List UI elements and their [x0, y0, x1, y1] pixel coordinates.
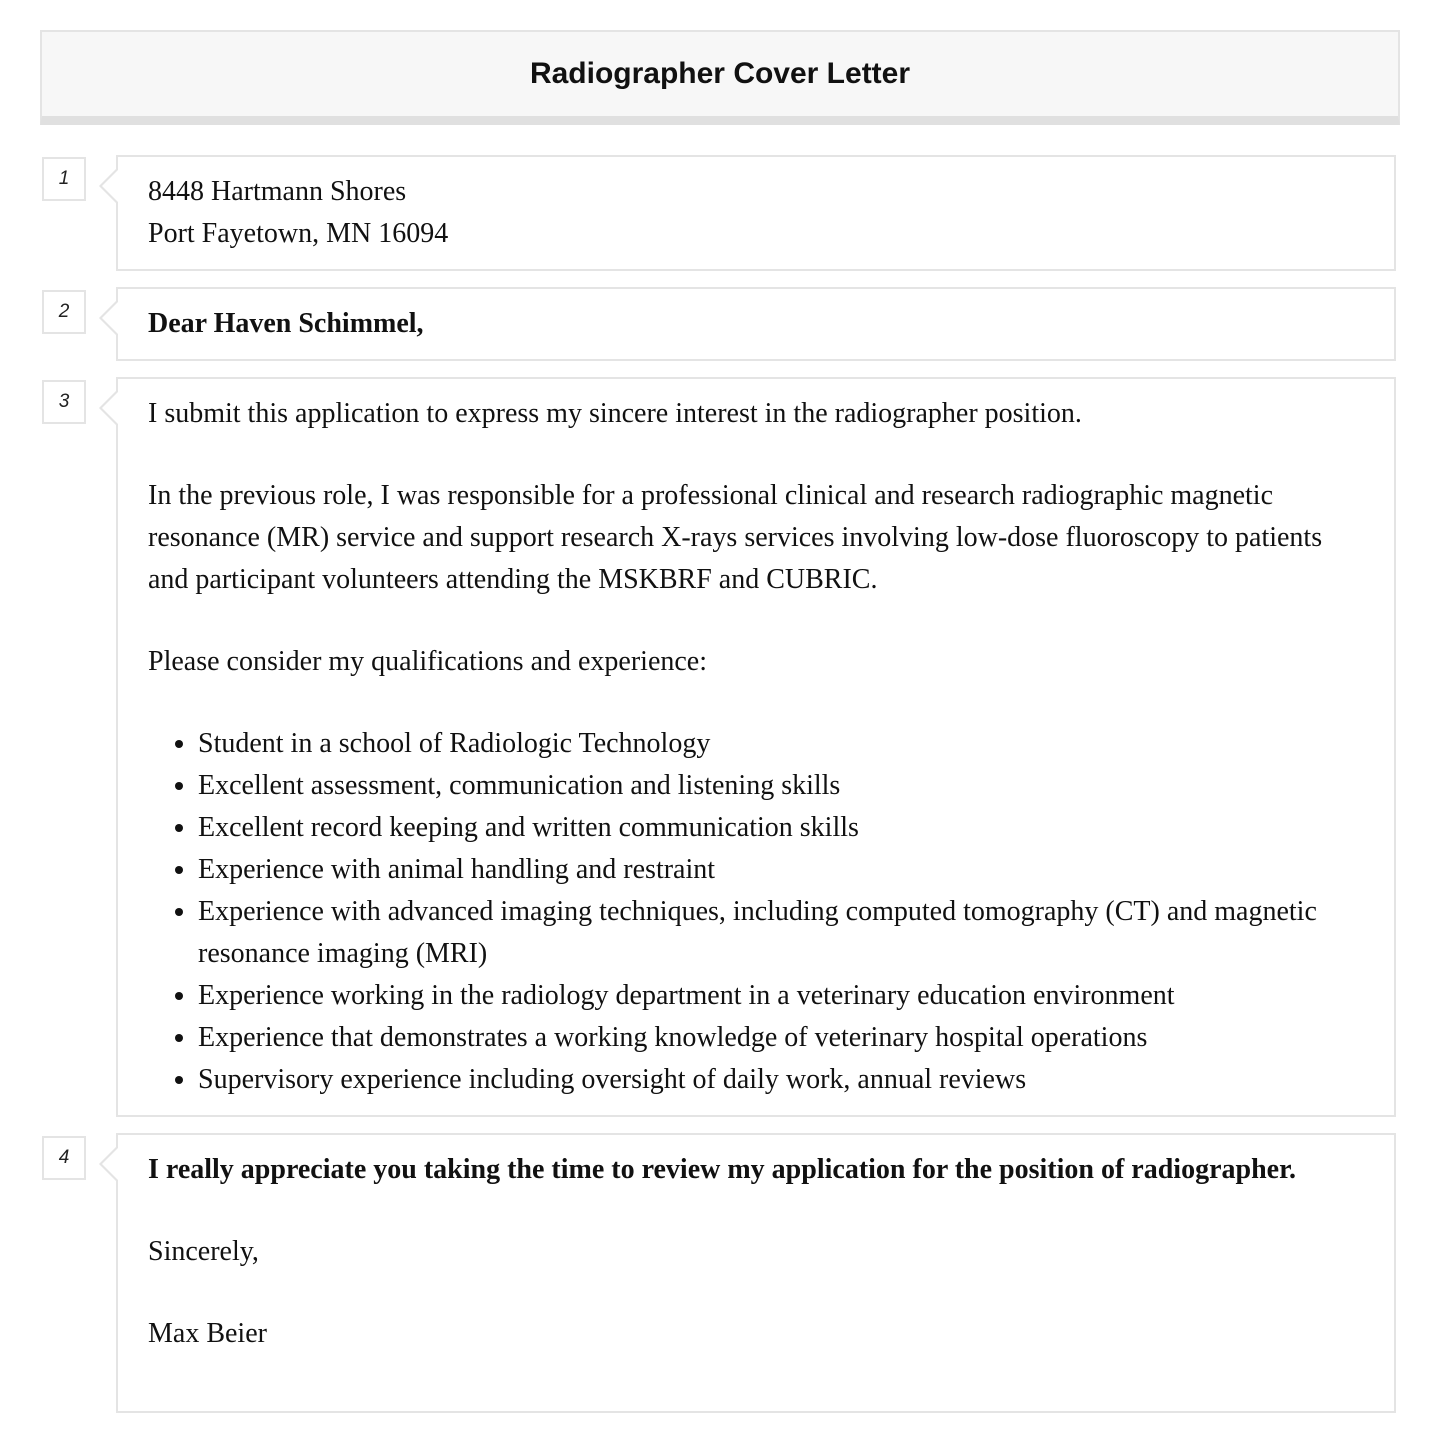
address-section: [116, 155, 1396, 271]
list-item: • Student in a school of Radiologic Technology: [198, 723, 1364, 765]
body-section: [116, 377, 1396, 1117]
list-item: • Experience working in the radiology department in a veterinary education environment: [198, 975, 1364, 1017]
address-line-2: Port Fayetown, MN 16094: [148, 218, 449, 249]
greeting: Dear Haven Schimmel,: [148, 308, 424, 339]
signoff: Sincerely,: [148, 1236, 259, 1267]
section-number-badge: 4: [42, 1136, 86, 1180]
address-line-1: 8448 Hartmann Shores: [148, 176, 407, 207]
closing-section: [116, 1133, 1396, 1413]
section-number-badge: 2: [42, 290, 86, 334]
greeting-section: [116, 287, 1396, 361]
intro-paragraph: I submit this application to express my sincere interest in the radiographer position.: [148, 398, 1082, 429]
list-item: • Experience with advanced imaging techniques, including computed tomography (CT) and magnetic resonance imaging (MRI): [198, 891, 1364, 975]
section-number-badge: 1: [42, 157, 86, 201]
list-item: • Supervisory experience including oversight of daily work, annual reviews: [198, 1059, 1364, 1101]
qualifications-list: [148, 723, 1364, 1101]
list-item: • Excellent record keeping and written communication skills: [198, 807, 1364, 849]
signature-name: Max Beier: [148, 1318, 267, 1349]
list-item: • Experience with animal handling and restraint: [198, 849, 1364, 891]
closing-paragraph: I really appreciate you taking the time to review my application for the position of radiographer.: [148, 1154, 1296, 1185]
qualifications-intro: Please consider my qualifications and experience:: [148, 646, 708, 677]
list-item: • Experience that demonstrates a working knowledge of veterinary hospital operations: [198, 1017, 1364, 1059]
list-item: • Excellent assessment, communication and listening skills: [198, 765, 1364, 807]
page-title: Radiographer Cover Letter: [529, 57, 911, 90]
page-header: [40, 30, 1400, 125]
section-number-badge: 3: [42, 380, 86, 424]
experience-paragraph: In the previous role, I was responsible for a professional clinical and research radiographic magnetic resonance (MR) service and support research X-rays services involving low-dose fluoroscopy to patients and participant volunteers attending the MSKBRF and CUBRIC.: [148, 480, 1323, 595]
